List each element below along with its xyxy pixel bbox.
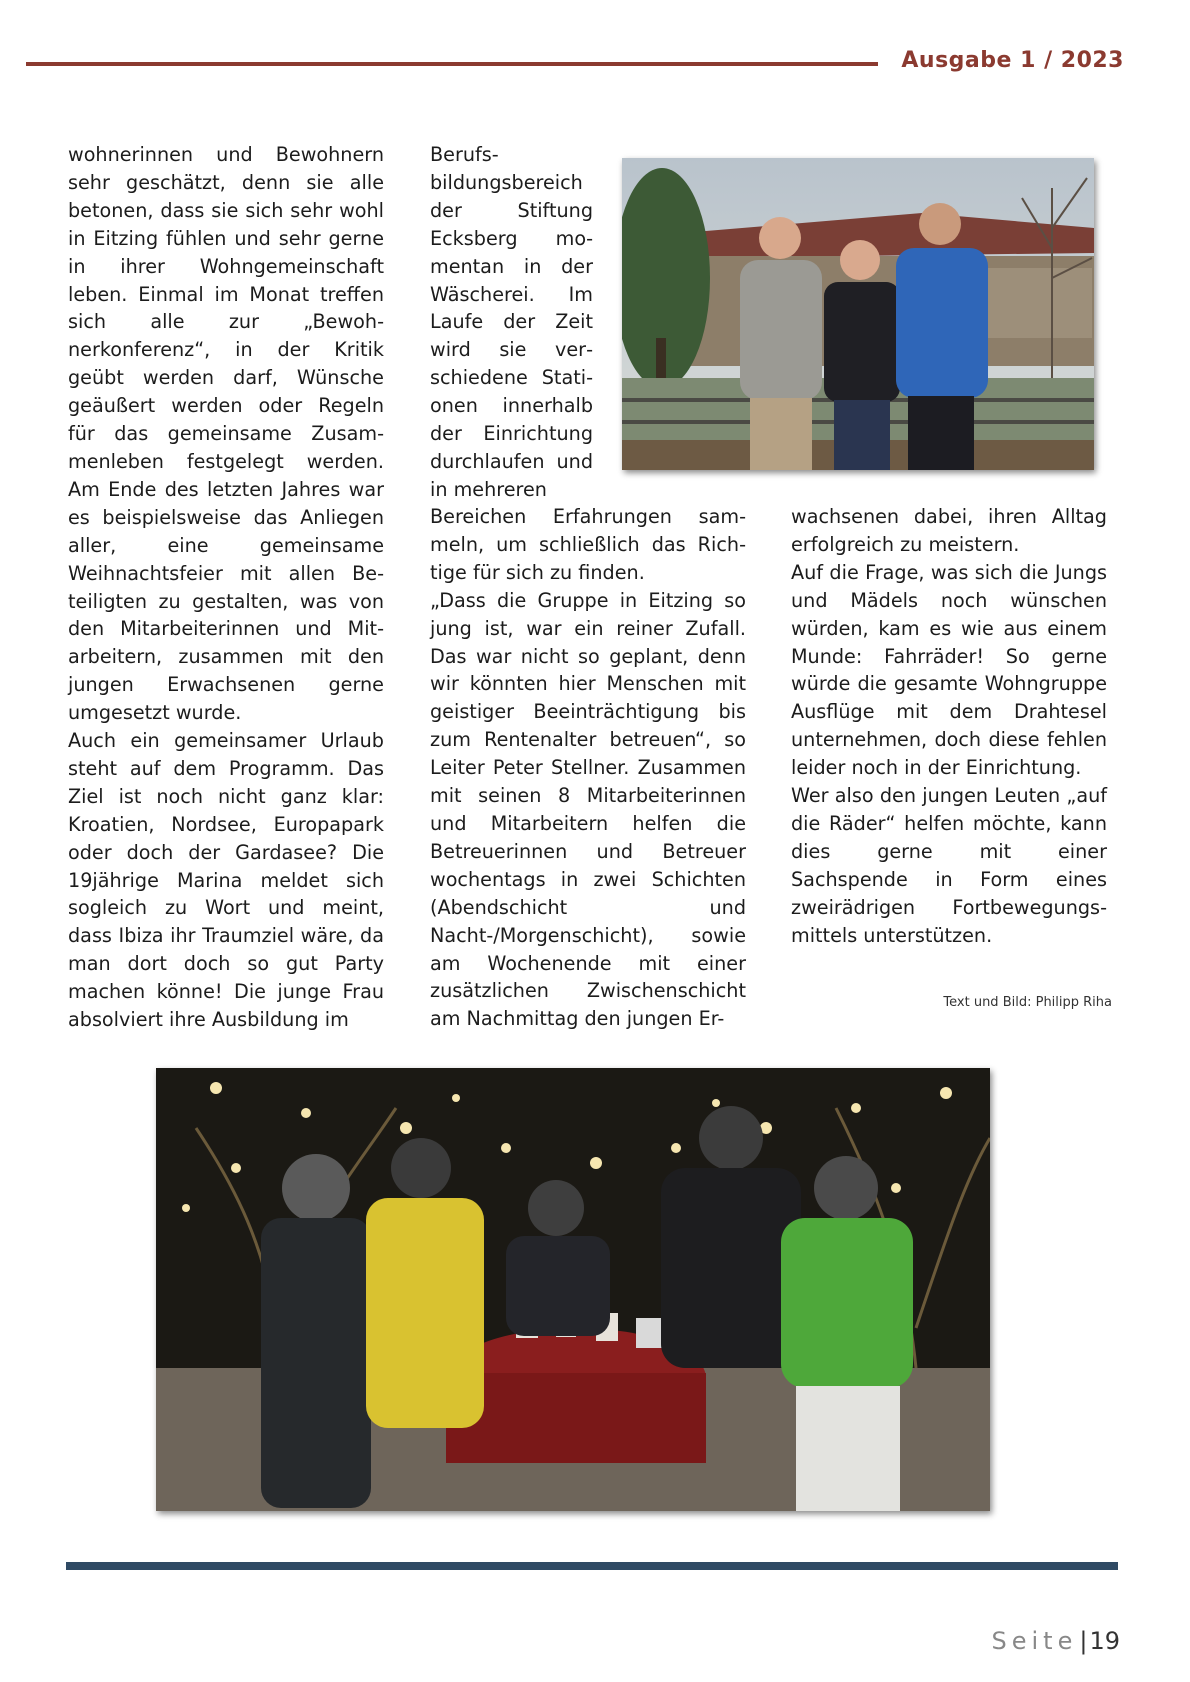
page-number-value: 19	[1089, 1627, 1120, 1655]
page-separator: |	[1079, 1627, 1088, 1655]
page-number	[992, 1627, 1120, 1655]
issue-label: Ausgabe 1 / 2023	[901, 48, 1124, 73]
group-photo-christmas-party	[156, 1068, 990, 1511]
group-photo-three-young-men	[622, 158, 1094, 470]
header-rule	[26, 62, 878, 66]
paragraph: Berufsbildungsbereich der Stiftung Ecksberg momentan in der Wäscherei. Im Laufe der Zeit wird sie verschiedene Stationen innerhalb der Einrichtung durchlaufen und in mehreren	[430, 143, 593, 501]
article-column-2-top	[430, 141, 593, 504]
paragraph: Wer also den jungen Leuten „auf die Räder“ helfen möchte, kann dies gerne mit einer Sachspende in Form eines zweirädrigen Fortbewegungsmittels unterstützen.	[791, 784, 1107, 947]
page-label: Seite	[991, 1627, 1078, 1655]
paragraph: Auf die Frage, was sich die Jungs und Mädels noch wünschen würden, kam es wie aus einem Munde: Fahrräder! So gerne würde die gesamte Wohngruppe Ausflüge mit dem Drahtesel unternehmen, doch diese fehlen leider noch in der Einrichtung.	[791, 560, 1107, 780]
photo-credit: Text und Bild: Philipp Riha	[943, 995, 1112, 1010]
paragraph: wohnerinnen und Bewohnern sehr geschätzt, denn sie alle betonen, dass sie sich sehr wohl in Eitzing fühlen und sehr gerne in ihrer Wohngemeinschaft leben. Einmal im Monat treffen sich alle zur „Bewohnerkonferenz“, in der Kritik geübt werden darf, Wünsche geäußert werden oder Regeln für das gemeinsame Zusammenleben festgelegt werden. Am Ende des letzten Jahres war es beispielsweise das Anliegen aller, eine gemeinsame Weihnachtsfeier mit allen Beteiligten zu gestalten, was von den Mitarbeiterinnen und Mitarbeitern, zusammen mit den jungen Erwachsenen gerne umgesetzt wurde.	[68, 143, 384, 725]
paragraph: Auch ein gemeinsamer Urlaub steht auf dem Programm. Das Ziel ist noch nicht ganz klar: Kroatien, Nordsee, Europapark oder doch der Gardasee? Die 19jährige Marina meldet sich sogleich zu Wort und meint, dass Ibiza ihr Traumziel wäre, da man dort doch so gut Party machen könne! Die junge Frau absolviert ihre Ausbildung im	[68, 729, 384, 1032]
paragraph: wachsenen dabei, ihren Alltag erfolgreich zu meistern.	[791, 505, 1107, 556]
article-column-3	[791, 503, 1107, 950]
paragraph: Bereichen Erfahrungen sammeln, um schließlich das Richtige für sich zu finden.	[430, 505, 746, 584]
footer-rule	[66, 1562, 1118, 1570]
article-column-1	[68, 141, 384, 1034]
paragraph: „Dass die Gruppe in Eitzing so jung ist, war ein reiner Zufall. Das war nicht so geplant, denn wir könnten hier Menschen mit geistiger Beeinträchtigung bis zum Rentenalter betreuen“, so Leiter Peter Stellner. Zusammen mit seinen 8 Mitarbeiterinnen und Mitarbeitern helfen die Betreuerinnen und Betreuer wochentags in zwei Schichten (Abendschicht und Nacht-/Morgenschicht), sowie am Wochenende mit einer zusätzlichen Zwischenschicht am Nachmittag den jungen Er-	[430, 588, 746, 1031]
article-column-2-bottom	[430, 503, 746, 1033]
